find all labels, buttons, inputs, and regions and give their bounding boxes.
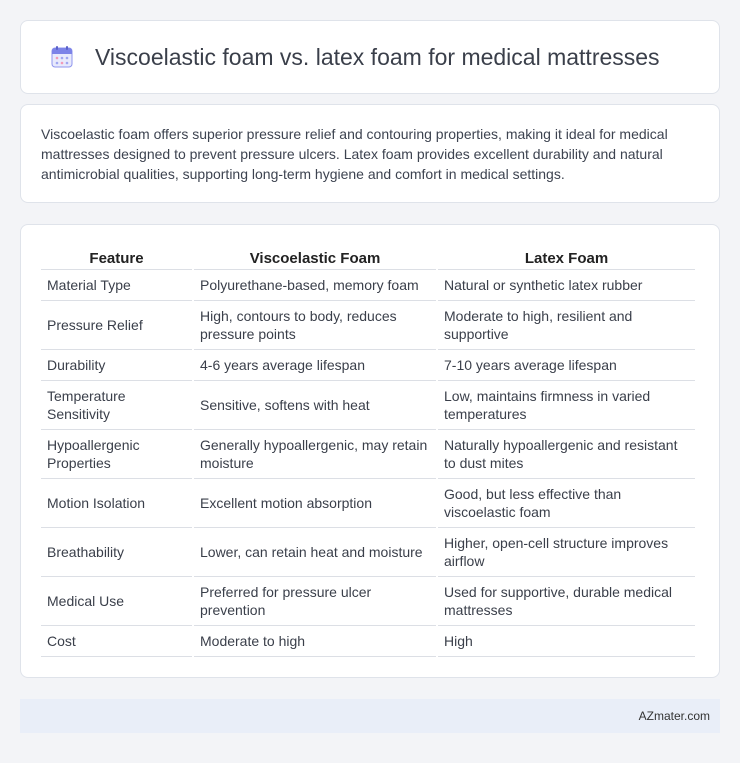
table-row bbox=[41, 350, 695, 381]
viscoelastic-cell: 4-6 years average lifespan bbox=[194, 350, 436, 381]
viscoelastic-cell: Lower, can retain heat and moisture bbox=[194, 528, 436, 577]
latex-cell: 7-10 years average lifespan bbox=[438, 350, 695, 381]
feature-cell: Material Type bbox=[41, 270, 192, 301]
latex-cell: Natural or synthetic latex rubber bbox=[438, 270, 695, 301]
table-row bbox=[41, 301, 695, 350]
latex-cell: High bbox=[438, 626, 695, 657]
summary-text: Viscoelastic foam offers superior pressure relief and contouring properties, making it ideal for medical mattresses designed to prevent pressure ulcers. Latex foam provides excellent durability and natural antimicrobial qualities, supporting long-term hygiene and comfort in medical settings. bbox=[41, 126, 668, 182]
comparison-card bbox=[20, 224, 720, 678]
table-row bbox=[41, 626, 695, 657]
feature-cell: Durability bbox=[41, 350, 192, 381]
latex-cell: Higher, open-cell structure improves airflow bbox=[438, 528, 695, 577]
feature-cell: Hypoallergenic Properties bbox=[41, 430, 192, 479]
calendar-icon bbox=[49, 44, 75, 70]
table-row bbox=[41, 381, 695, 430]
table-row bbox=[41, 270, 695, 301]
feature-cell: Motion Isolation bbox=[41, 479, 192, 528]
table-row bbox=[41, 430, 695, 479]
table-row bbox=[41, 528, 695, 577]
latex-cell: Good, but less effective than viscoelastic foam bbox=[438, 479, 695, 528]
column-header-viscoelastic: Viscoelastic Foam bbox=[194, 245, 436, 270]
footer-bar bbox=[20, 699, 720, 733]
feature-cell: Temperature Sensitivity bbox=[41, 381, 192, 430]
feature-cell: Pressure Relief bbox=[41, 301, 192, 350]
column-header-latex: Latex Foam bbox=[438, 245, 695, 270]
page-title: Viscoelastic foam vs. latex foam for medical mattresses bbox=[95, 43, 660, 70]
table-header-row bbox=[41, 245, 695, 270]
viscoelastic-cell: Moderate to high bbox=[194, 626, 436, 657]
viscoelastic-cell: Sensitive, softens with heat bbox=[194, 381, 436, 430]
viscoelastic-cell: Generally hypoallergenic, may retain moisture bbox=[194, 430, 436, 479]
latex-cell: Naturally hypoallergenic and resistant to dust mites bbox=[438, 430, 695, 479]
latex-cell: Moderate to high, resilient and supportive bbox=[438, 301, 695, 350]
table-row bbox=[41, 577, 695, 626]
feature-cell: Breathability bbox=[41, 528, 192, 577]
viscoelastic-cell: Excellent motion absorption bbox=[194, 479, 436, 528]
feature-cell: Cost bbox=[41, 626, 192, 657]
viscoelastic-cell: Preferred for pressure ulcer prevention bbox=[194, 577, 436, 626]
footer-site-link[interactable]: AZmater.com bbox=[638, 709, 710, 723]
column-header-feature: Feature bbox=[41, 245, 192, 270]
latex-cell: Low, maintains firmness in varied temperatures bbox=[438, 381, 695, 430]
comparison-table bbox=[39, 245, 697, 657]
viscoelastic-cell: Polyurethane-based, memory foam bbox=[194, 270, 436, 301]
feature-cell: Medical Use bbox=[41, 577, 192, 626]
table-row bbox=[41, 479, 695, 528]
title-card bbox=[20, 20, 720, 94]
summary-card bbox=[20, 104, 720, 203]
latex-cell: Used for supportive, durable medical mattresses bbox=[438, 577, 695, 626]
viscoelastic-cell: High, contours to body, reduces pressure points bbox=[194, 301, 436, 350]
